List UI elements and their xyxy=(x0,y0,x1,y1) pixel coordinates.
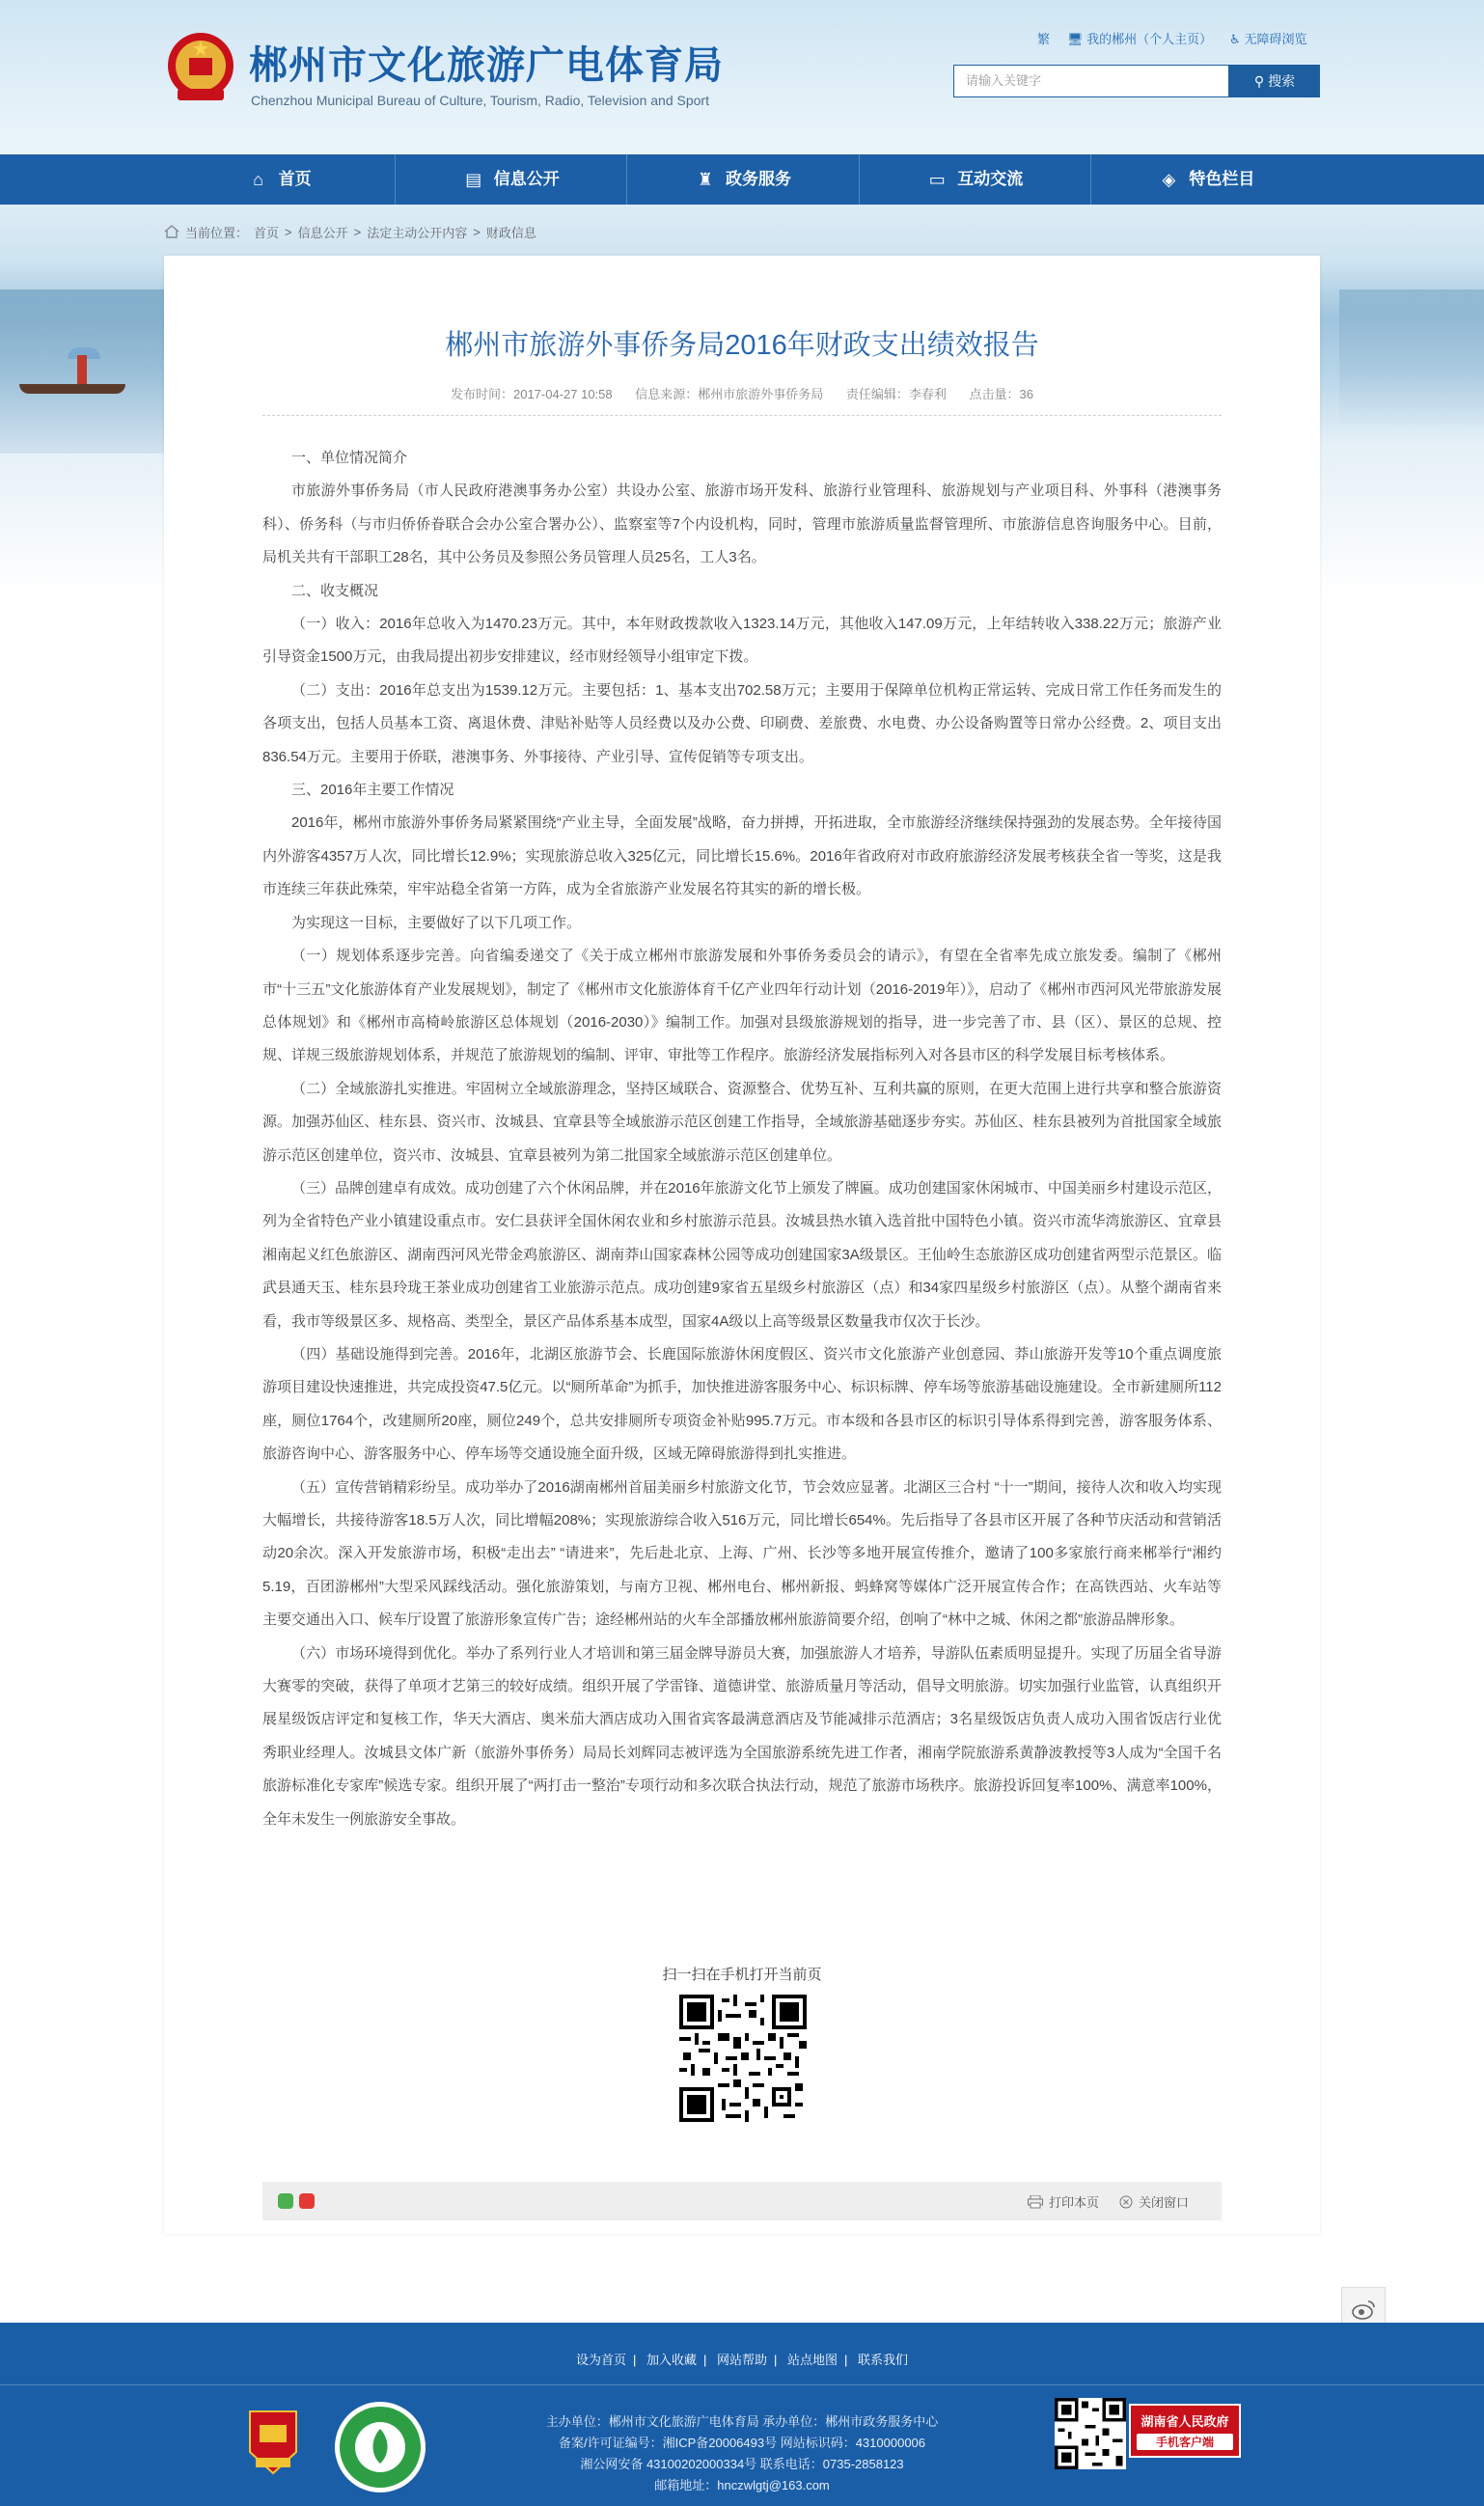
nav-item-home[interactable] xyxy=(164,154,396,205)
share-icons xyxy=(278,2193,315,2209)
printer-icon xyxy=(1028,2195,1043,2209)
breadcrumb-home-icon xyxy=(164,225,179,238)
nav-item-info-disclosure[interactable] xyxy=(396,154,627,205)
site-subtitle: Chenzhou Municipal Bureau of Culture, Tourism, Radio, Television and Sport xyxy=(251,93,709,108)
article-paragraph: （三）品牌创建卓有成效。成功创建了六个休闲品牌，并在2016年旅游文化节上颁发了牌匾。成功创建国家休闲城市、中国美丽乡村建设示范区，列为全省特色产业小镇建设重点市。安仁县获评全国休闲农业和乡村旅游示范县。汝城县热水镇入选首批中国特色小镇。资兴市流华湾旅游区、宜章县湘南起义红色旅游区、湖南西河风光带金鸡旅游区、湖南莽山国家森林公园等成功创建国家3A级景区。王仙岭生态旅游区成功创建省两型示范景区。临武县通天玉、桂东县玲珑王茶业成功创建省工业旅游示范点。成功创建9家省五星级乡村旅游区（点）和34家四星级乡村旅游区（点）。从整个湖南省来看，我市等级景区多、规格高、类型全，景区产品体系基本成型，国家4A级以上高等级景区数量我市仅次于长沙。 xyxy=(262,1179,1222,1330)
article-meta xyxy=(164,384,1320,402)
boat-decoration xyxy=(19,384,125,394)
article-paragraph: （一）规划体系逐步完善。向省编委递交了《关于成立郴州市旅游发展和外事侨务委员会的请示》，有望在全省率先成立旅发委。编制了《郴州市“十三五”文化旅游体育产业发展规划》，制定了《郴州市文化旅游体育千亿产业四年行动计划（2016-2019年）》，启动了《郴州市西河风光带旅游发展总体规划》和《郴州市高椅岭旅游区总体规划（2016-2030）》编制工作。加强对县级旅游规划的指导，进一步完善了市、县（区）、景区的总规、控规、详规三级旅游规划体系，并规范了旅游规划的编制、评审、审批等工作程序。旅游经济发展指标列入对各县市区的科学发展目标考核体系。 xyxy=(262,948,1222,1064)
hunan-gov-app-badge[interactable] xyxy=(1129,2404,1241,2458)
breadcrumb-separator: > xyxy=(353,224,362,239)
footer-sponsor: 主办单位：郴州市文化旅游广电体育局 承办单位：郴州市政务服务中心 xyxy=(545,2414,939,2429)
print-button[interactable] xyxy=(1028,2192,1099,2211)
search-input[interactable]: 请输入关键字 xyxy=(953,65,1229,97)
info-source: 信息来源：郴州市旅游外事侨务局 xyxy=(635,387,824,401)
responsible-editor: 责任编辑：李春利 xyxy=(845,387,947,401)
monitor-icon: 🖥 xyxy=(1067,32,1084,46)
article-paragraph: 为实现这一目标，主要做好了以下几项工作。 xyxy=(291,914,582,931)
nav-item-government-services[interactable] xyxy=(627,154,859,205)
chat-icon: ▭ xyxy=(928,170,946,189)
breadcrumb-item-legal[interactable]: 法定主动公开内容 xyxy=(367,225,468,240)
breadcrumb-item-finance[interactable]: 财政信息 xyxy=(485,225,536,240)
article-paragraph: 2016年，郴州市旅游外事侨务局紧紧围绕“产业主导，全面发展”战略，奋力拼搏，开拓进取，全市旅游经济继续保持强劲的发展态势。全年接待国内外游客4357万人次，同比增长12.9%；实现旅游总收入325亿元，同比增长15.6%。2016年省政府对市政府旅游经济发展考核获全省一等奖，这是我市连续三年获此殊荣，牢牢站稳全省第一方阵，成为全省旅游产业发展名符其实的新的增长极。 xyxy=(262,814,1222,898)
nav-item-interaction[interactable] xyxy=(860,154,1091,205)
page-qr-code xyxy=(679,1995,807,2122)
qr-label: 扫一扫在手机打开当前页 xyxy=(662,1967,822,1983)
national-emblem-logo[interactable] xyxy=(164,29,237,106)
accessibility-icon: ♿ xyxy=(1229,32,1241,46)
home-icon: ⌂ xyxy=(253,170,264,189)
article-paragraph: （五）宣传营销精彩纷呈。成功举办了2016湖南郴州首届美丽乡村旅游文化节，节会效应显著。北湖区三合村 “十一”期间，接待人次和收入均实现大幅增长，共接待游客18.5万人次，同比增幅208%；实现旅游综合收入516万元，同比增长654%。先后指导了各县市区开展了各种节庆活动和营销活动20余次。深入开发旅游市场，积极“走出去” “请进来”，先后赴北京、上海、广州、长沙等多地开展宣传推介，邀请了100多家旅行商来郴举行“湘约5.19，百团游郴州”大型采风踩线活动。强化旅游策划，与南方卫视、郴州电台、郴州新报、蚂蜂窝等媒体广泛开展宣传合作；在高铁西站、火车站等主要交通出入口、候车厅设置了旅游形象宣传广告；途经郴州站的火车全部播放郴州旅游简要介绍，创响了“林中之城、休闲之都”旅游品牌形象。 xyxy=(262,1478,1222,1629)
weibo-share-icon[interactable] xyxy=(299,2193,315,2209)
search-icon: ⚲ xyxy=(1253,73,1265,89)
article-paragraph: 一、单位情况简介 xyxy=(291,450,408,466)
footer-link-set-home[interactable]: 设为首页 xyxy=(575,2353,626,2367)
search-button[interactable] xyxy=(1229,65,1320,97)
share-toolbar xyxy=(262,2182,1222,2220)
nav-item-label: 首页 xyxy=(278,170,312,188)
service-icon: ♜ xyxy=(697,170,714,189)
nav-item-label: 政务服务 xyxy=(726,170,791,188)
footer-links: 设为首页 | 加入收藏 | 网站帮助 | 站点地图 | 联系我们 xyxy=(575,2353,909,2367)
search-button-label: 搜索 xyxy=(1268,73,1296,89)
publish-time: 发布时间：2017-04-27 10:58 xyxy=(450,387,613,401)
personal-homepage-link[interactable] xyxy=(1067,29,1212,47)
close-icon xyxy=(1119,2195,1133,2209)
article-paragraph: 市旅游外事侨务局（市人民政府港澳事务办公室）共设办公室、旅游市场开发科、旅游行业管理科、旅游规划与产业项目科、外事科（港澳事务科）、侨务科（与市归侨侨眷联合会办公室合署办公）、监察室等7个内设机构，同时，管理市旅游质量监督管理所、市旅游信息咨询服务中心。目前，局机关共有干部职工28名，其中公务员及参照公务员管理人员25名，工人3名。 xyxy=(262,482,1222,566)
footer-link-sitemap[interactable]: 站点地图 xyxy=(787,2353,838,2367)
footer-icp[interactable]: 备案/许可证编号：湘ICP备20006493号 网站标识码：4310000006 xyxy=(558,2436,926,2450)
layers-icon: ◈ xyxy=(1162,170,1176,189)
accessibility-link[interactable] xyxy=(1229,29,1306,47)
footer-police-record[interactable]: 湘公网安备 43100202000334号 联系电话：0735-2858123 xyxy=(580,2457,904,2471)
footer-link-add-favorite[interactable]: 加入收藏 xyxy=(646,2353,697,2367)
article-paragraph: （二）支出：2016年总支出为1539.12万元。主要包括：1、基本支出702.58万元；主要用于保障单位机构正常运转、完成日常工作任务而发生的各项支出，包括人员基本工资、离退休费、津贴补贴等人员经费以及办公费、印刷费、差旅费、水电费、办公设备购置等日常办公经费。2、项目支出836.54万元。主要用于侨联，港澳事务、外事接待、产业引导、宣传促销等专项支出。 xyxy=(262,681,1222,765)
hit-count: 点击量：36 xyxy=(969,387,1034,401)
breadcrumb-separator: > xyxy=(473,224,481,239)
close-window-button[interactable] xyxy=(1119,2192,1189,2211)
article-paragraph: 三、2016年主要工作情况 xyxy=(291,782,454,799)
gov-badge-title: 湖南省人民政府 xyxy=(1140,2414,1229,2429)
footer-divider xyxy=(0,2384,1484,2385)
gov-badge-subtitle: 手机客户端 xyxy=(1137,2434,1233,2450)
breadcrumb-item-info[interactable]: 信息公开 xyxy=(297,225,348,240)
weibo-icon xyxy=(1351,2299,1376,2320)
article-paragraph: （一）收入：2016年总收入为1470.23万元。其中，本年财政拨款收入1323.14万元，其他收入147.09万元，上年结转收入338.22万元；旅游产业引导资金1500万元，由我局提出初步安排建议，经市财经领导小组审定下拨。 xyxy=(262,616,1222,666)
nav-item-label: 特色栏目 xyxy=(1189,170,1255,188)
breadcrumb-item-home[interactable]: 首页 xyxy=(254,225,280,240)
article-paragraph: （二）全域旅游扎实推进。牢固树立全域旅游理念，坚持区域联合、资源整合、优势互补、互利共赢的原则，在更大范围上进行共享和整合旅游资源。加强苏仙区、桂东县、资兴市、汝城县、宜章县等全域旅游示范区创建工作指导，全域旅游基础逐步夯实。苏仙区、桂东县被列为首批国家全域旅游示范区创建单位，资兴市、汝城县、宜章县被列为第二批国家全域旅游示范区创建单位。 xyxy=(262,1080,1222,1164)
article-title: 郴州市旅游外事侨务局2016年财政支出绩效报告 xyxy=(445,330,1039,361)
footer-email[interactable]: 邮箱地址：hnczwlgtj@163.com xyxy=(654,2478,830,2492)
footer-qr-code xyxy=(1055,2398,1126,2469)
boat-person-decoration xyxy=(77,355,87,384)
breadcrumb-prefix: 当前位置： xyxy=(185,225,249,240)
article-paragraph: （四）基础设施得到完善。2016年，北湖区旅游节会、长鹿国际旅游休闲度假区、资兴市文化旅游产业创意园、莽山旅游开发等10个重点调度旅游项目建设快速推进，共完成投资47.5亿元。以“厕所革命”为抓手，加快推进游客服务中心、标识标牌、停车场等旅游基础设施建设。全市新建厕所112座，厕位1764个，改建厕所20座，厕位249个，总共安排厕所专项资金补贴995.7万元。市本级和各县市区的标识引导体系得到完善，游客服务体系、旅游咨询中心、游客服务中心、停车场等交通设施全面升级，区域无障碍旅游得到扎实推进。 xyxy=(262,1345,1222,1463)
article-paragraph: （六）市场环境得到优化。举办了系列行业人才培训和第三届金牌导游员大赛，加强旅游人才培养，导游队伍素质明显提升。实现了历届全省导游大赛零的突破，获得了单项才艺第三的较好成绩。组织开展了学雷锋、道德讲堂、旅游质量月等活动，倡导文明旅游。切实加强行业监管，认真组织开展星级饭店评定和复核工作，华天大酒店、奥米茄大酒店成功入围省宾客最满意酒店及节能减排示范酒店；3名星级饭店负责人成功入围省饭店行业优秀职业经理人。汝城县文体广新（旅游外事侨务）局局长刘辉同志被评选为全国旅游系统先进工作者，湘南学院旅游系黄静波教授等3人成为“全国千名旅游标准化专家库”候选专家。组织开展了“两打击一整治”专项行动和多次联合执法行动，规范了旅游市场秩序。旅游投诉回复率100%、满意率100%，全年未发生一例旅游安全事故。 xyxy=(262,1644,1222,1828)
top-links xyxy=(1037,29,1306,47)
article-body xyxy=(262,442,1222,1836)
nav-item-label: 信息公开 xyxy=(493,170,560,188)
footer-link-help[interactable]: 网站帮助 xyxy=(716,2353,767,2367)
breadcrumb xyxy=(164,217,536,246)
site-title[interactable]: 郴州市文化旅游广电体育局 xyxy=(249,44,724,87)
background-lake-right xyxy=(1339,289,1484,425)
document-icon: ▤ xyxy=(465,170,482,189)
article-paragraph: 二、收支概况 xyxy=(291,582,379,599)
nav-item-label: 互动交流 xyxy=(957,170,1024,188)
close-window-label: 关闭窗口 xyxy=(1139,2195,1190,2210)
nav-item-featured[interactable] xyxy=(1091,154,1322,205)
wechat-share-icon[interactable] xyxy=(278,2193,293,2209)
print-button-label: 打印本页 xyxy=(1049,2195,1100,2210)
traditional-chinese-link[interactable]: 繁 xyxy=(1037,32,1051,46)
footer-link-contact[interactable]: 联系我们 xyxy=(858,2353,909,2367)
title-divider xyxy=(262,415,1222,416)
article-panel xyxy=(164,256,1320,2234)
site-footer xyxy=(0,2323,1484,2506)
main-nav xyxy=(0,154,1484,205)
breadcrumb-separator: > xyxy=(285,224,292,239)
accessibility-label: 无障碍浏览 xyxy=(1244,32,1307,46)
personal-homepage-label: 我的郴州（个人主页） xyxy=(1086,32,1213,46)
site-header xyxy=(0,0,1484,154)
